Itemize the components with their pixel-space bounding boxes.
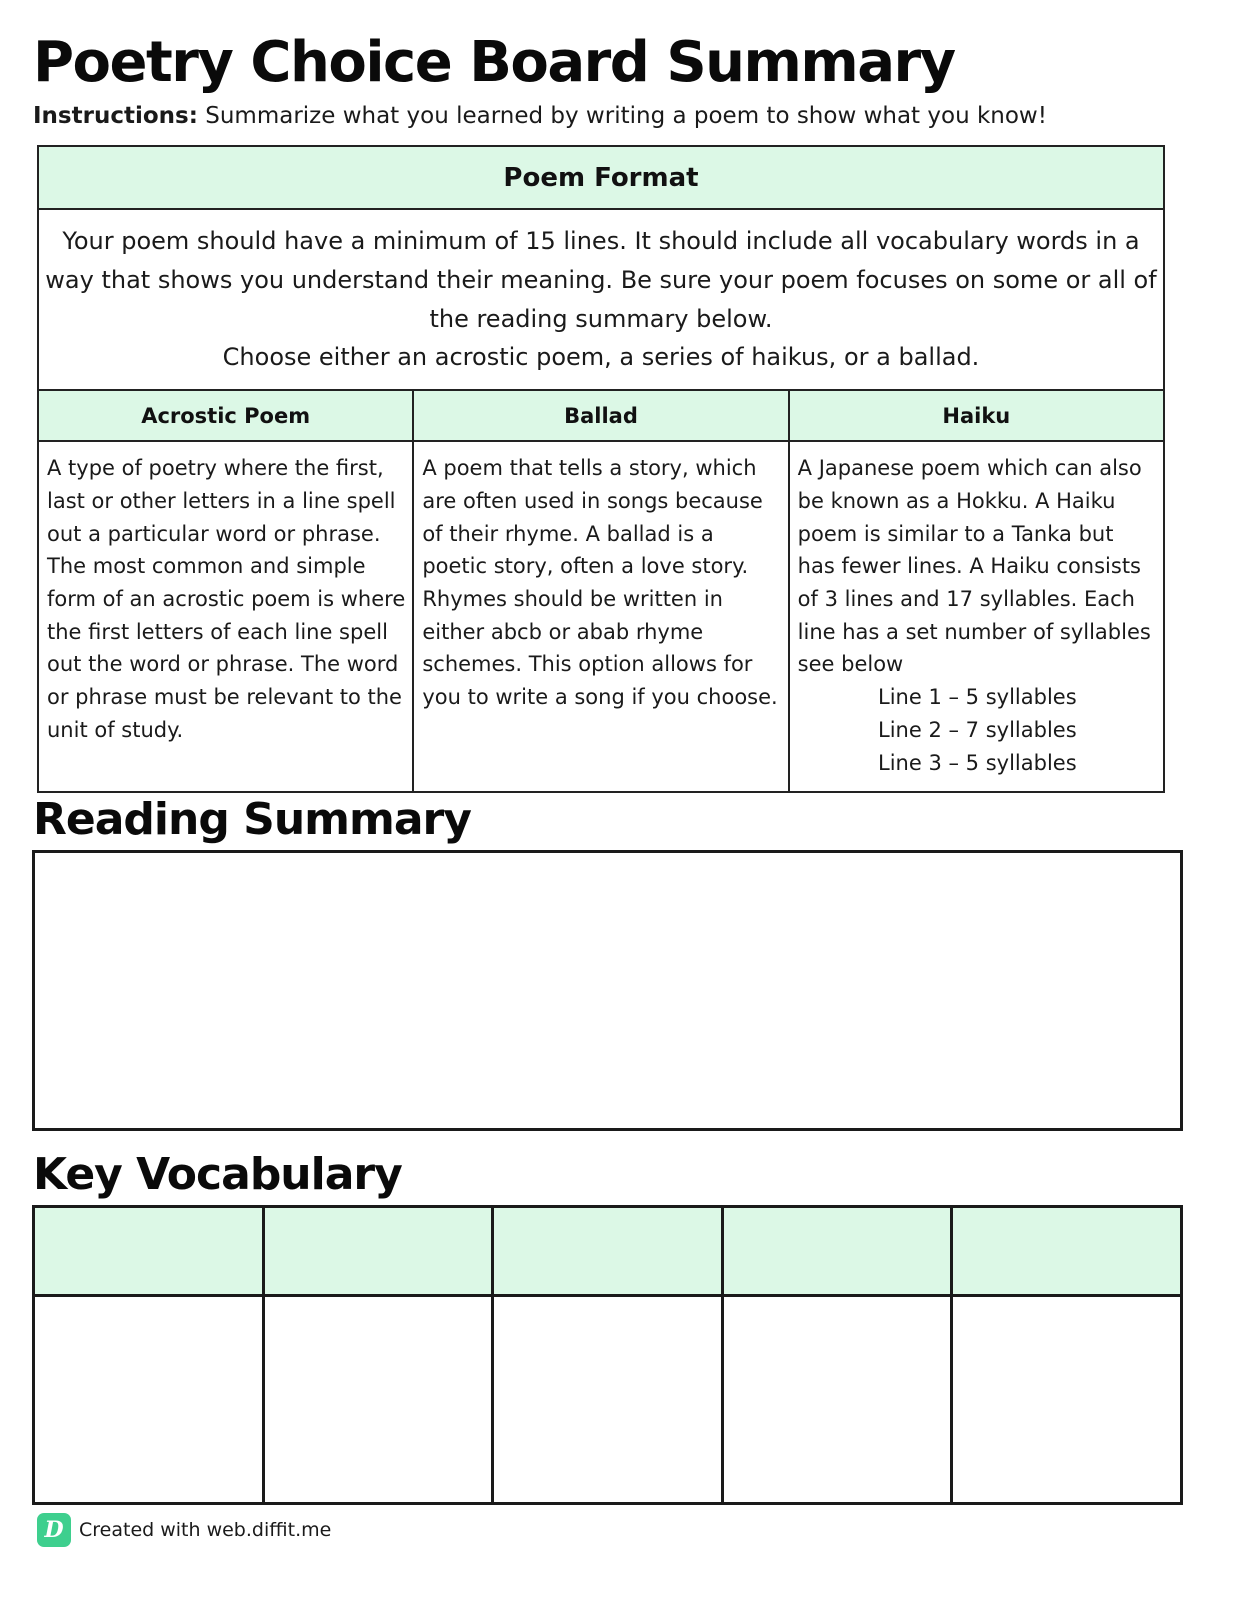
- vocab-word-cell[interactable]: [493, 1207, 723, 1296]
- haiku-line-3: Line 3 – 5 syllables: [878, 750, 1077, 775]
- vocab-definition-cell[interactable]: [722, 1296, 952, 1504]
- haiku-description: A Japanese poem which can also be known as a Hokku. A Haiku poem is similar to a Tanka but has fewer lines. A Haiku consists of 3 lines and 17 syllables. Each line has a set number of syllables see below: [797, 456, 1151, 677]
- poem-format-table: [37, 145, 1165, 793]
- ballad-description: A poem that tells a story, which are often used in songs because of their rhyme. A ballad is a poetic story, often a love story. Rhymes should be written in either abcb or abab rhyme schemes. This option allows for you to write a song if you choose.: [413, 441, 788, 792]
- haiku-line-1: Line 1 – 5 syllables: [878, 685, 1077, 710]
- vocab-definition-cell[interactable]: [34, 1296, 264, 1504]
- acrostic-header: Acrostic Poem: [38, 390, 413, 441]
- poem-format-requirements: Your poem should have a minimum of 15 lines. It should include all vocabulary words in a way that shows you understand their meaning. Be sure your poem focuses on some or all of the reading summary below.: [45, 227, 1157, 333]
- instructions: [33, 100, 1047, 132]
- acrostic-description: A type of poetry where the first, last or other letters in a line spell out a particular word or phrase. The most common and simple form of an acrostic poem is where the first letters of each line spell out the word or phrase. The word or phrase must be relevant to the unit of study.: [38, 441, 413, 792]
- vocab-word-cell[interactable]: [722, 1207, 952, 1296]
- ballad-header: Ballad: [413, 390, 788, 441]
- poem-format-description: [38, 209, 1164, 390]
- haiku-header: Haiku: [789, 390, 1164, 441]
- key-vocabulary-title: Key Vocabulary: [33, 1149, 402, 1200]
- footer: [37, 1513, 331, 1547]
- haiku-cell: [789, 441, 1164, 792]
- vocab-definition-cell[interactable]: [952, 1296, 1182, 1504]
- footer-text: Created with web.diffit.me: [79, 1519, 332, 1541]
- reading-summary-box[interactable]: [32, 850, 1183, 1131]
- instructions-label: Instructions:: [33, 103, 198, 129]
- vocab-word-cell[interactable]: [34, 1207, 264, 1296]
- vocab-word-cell[interactable]: [952, 1207, 1182, 1296]
- haiku-line-2: Line 2 – 7 syllables: [878, 717, 1077, 742]
- vocab-definition-cell[interactable]: [263, 1296, 493, 1504]
- reading-summary-title: Reading Summary: [33, 794, 471, 845]
- vocab-definition-cell[interactable]: [493, 1296, 723, 1504]
- instructions-text: Summarize what you learned by writing a poem to show what you know!: [197, 103, 1047, 129]
- poem-format-choice: Choose either an acrostic poem, a series of haikus, or a ballad.: [222, 343, 980, 372]
- diffit-logo-icon: D: [37, 1513, 71, 1547]
- poem-format-header: Poem Format: [38, 146, 1164, 209]
- page-title: Poetry Choice Board Summary: [33, 30, 955, 95]
- vocab-word-cell[interactable]: [263, 1207, 493, 1296]
- vocabulary-table: [32, 1205, 1183, 1505]
